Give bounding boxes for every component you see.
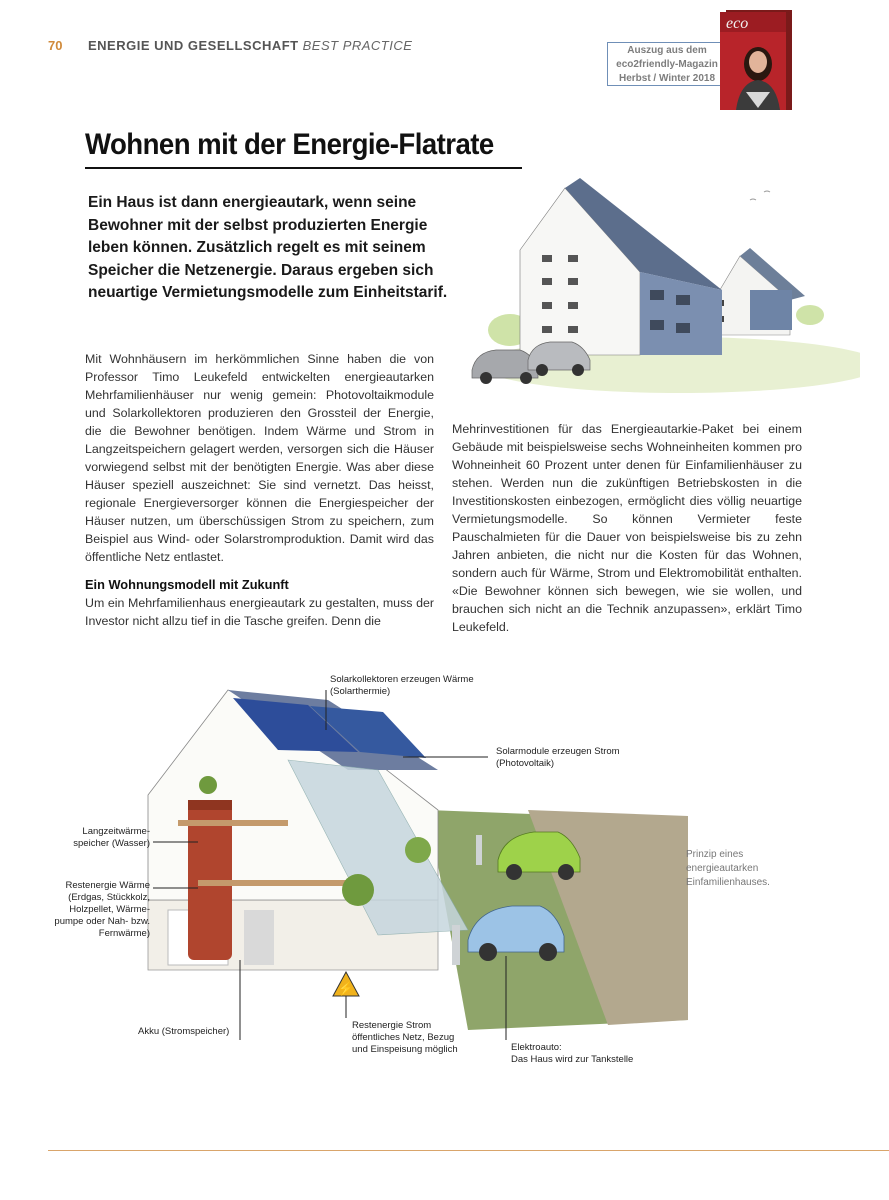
page-number: 70 bbox=[48, 38, 63, 53]
excerpt-box bbox=[607, 42, 727, 86]
diagram-caption bbox=[686, 848, 796, 890]
label-line: Solarkollektoren erzeugen Wärme bbox=[330, 674, 474, 685]
article-paragraph: Mit Wohnhäusern im herkömmlichen Sinne haben die von Professor Timo Leukefeld entwickelten energieautarken Mehrfamilienhäuser nur wenig gemein: Photovoltaikmodule und Solarkollektoren produzieren den Grossteil der Energie, die die Bewohner benötigen. Indem Wärme und Strom in Langzeitspeichern gelagert werden, versorgen sich die Häuser vorwiegend selbst mit der benötigten Energie. Was aber diese Häuser speziell auszeichnet: Sie sind vernetzt. Das heisst, regionale Energieversorger können die Energiespeicher der Häuser nutzen, um überschüssigen Strom zu speichern, zum Beispiel aus Wind- oder Solarstromproduktion. Damit wird das öffentliche Netz entlastet. bbox=[85, 352, 434, 564]
label-line: Langzeitwärme- bbox=[82, 826, 150, 837]
svg-text:eco: eco bbox=[726, 15, 749, 32]
footer-rule bbox=[48, 1150, 889, 1151]
label-line: (Erdgas, Stückkolz, bbox=[68, 892, 150, 903]
label-restenergie-strom bbox=[352, 1020, 458, 1056]
caption-line: Prinzip eines bbox=[686, 849, 744, 860]
article-lead: Ein Haus ist dann energieautark, wenn seine Bewohner mit der selbst produzierten Energie leben können. Zusätzlich regelt es mit seinem Speicher die Netzenergie. Daraus ergeben sich neuartige Vermietungsmodelle zum Einheitstarif. bbox=[88, 194, 448, 301]
apartment-building-image bbox=[450, 160, 860, 400]
label-line: (Solarthermie) bbox=[330, 686, 391, 697]
article-paragraph: Mehrinvestitionen für das Energieautarkie-Paket bei einem Gebäude mit beispielsweise sechs Wohneinheiten kommen pro Wohneinheit 60 Prozent unter denen für Einfamilienhäuser zu stehen. Werden nun die zukünftigen Betriebskosten in die Investitionskosten einbezogen, ermöglicht dies völlig neuartige Vermietungsmodelle. So können Vermieter feste Pauschalmieten für die Dauer von beispielsweise bis zu zehn Jahren anbieten, die nicht nur die Kosten für das Wohnen, sondern auch für Wärme, Strom und Elektromobilität enthalten. «Die Bewohner können sich bewegen, wie sie wollen, und brauchen sich nicht an die Technik anzupassen», erklärt Timo Leukefeld. bbox=[452, 422, 802, 634]
excerpt-line: Auszug aus dem bbox=[627, 45, 707, 56]
section-name: ENERGIE UND GESELLSCHAFT bbox=[88, 38, 299, 53]
svg-text:⚡: ⚡ bbox=[337, 981, 355, 996]
label-solarthermie bbox=[330, 674, 474, 698]
label-line: (Photovoltaik) bbox=[496, 758, 555, 769]
label-akku bbox=[138, 1026, 229, 1038]
label-elektroauto bbox=[511, 1042, 633, 1066]
article-body-right bbox=[452, 420, 802, 636]
house-energy-diagram-image bbox=[48, 660, 688, 1070]
label-line: pumpe oder Nah- bzw. bbox=[54, 916, 150, 927]
label-line: Elektroauto: bbox=[511, 1042, 562, 1053]
label-speicher bbox=[48, 826, 150, 850]
label-line: Restenergie Wärme bbox=[65, 880, 150, 891]
label-line: Holzpellet, Wärme- bbox=[69, 904, 150, 915]
label-line: und Einspeisung möglich bbox=[352, 1044, 458, 1055]
subsection-name: BEST PRACTICE bbox=[302, 38, 413, 53]
label-line: Solarmodule erzeugen Strom bbox=[496, 746, 620, 757]
label-photovoltaik bbox=[496, 746, 620, 770]
article-subheading: Ein Wohnungsmodell mit Zukunft bbox=[85, 577, 289, 592]
label-line: Akku (Stromspeicher) bbox=[138, 1026, 230, 1037]
article-body-left bbox=[85, 350, 434, 630]
excerpt-line: Herbst / Winter 2018 bbox=[618, 73, 716, 84]
caption-line: energieautarken bbox=[686, 863, 759, 874]
excerpt-line: eco2friendly-Magazin bbox=[616, 59, 718, 70]
label-line: öffentliches Netz, Bezug bbox=[352, 1032, 455, 1043]
caption-line: Einfamilienhauses. bbox=[686, 877, 770, 888]
label-line: Restenergie Strom bbox=[352, 1020, 432, 1031]
label-line: Fernwärme) bbox=[98, 928, 150, 939]
magazine-cover-image bbox=[720, 8, 792, 110]
article-paragraph: Um ein Mehrfamilienhaus energieautark zu gestalten, muss der Investor nicht allzu tief in die Tasche greifen. Denn die bbox=[85, 596, 434, 628]
section-label bbox=[88, 38, 412, 53]
label-line: speicher (Wasser) bbox=[73, 838, 150, 849]
label-restenergie-waerme bbox=[40, 880, 150, 940]
label-line: Das Haus wird zur Tankstelle bbox=[511, 1054, 634, 1065]
article-title: Wohnen mit der Energie-Flatrate bbox=[85, 128, 494, 161]
